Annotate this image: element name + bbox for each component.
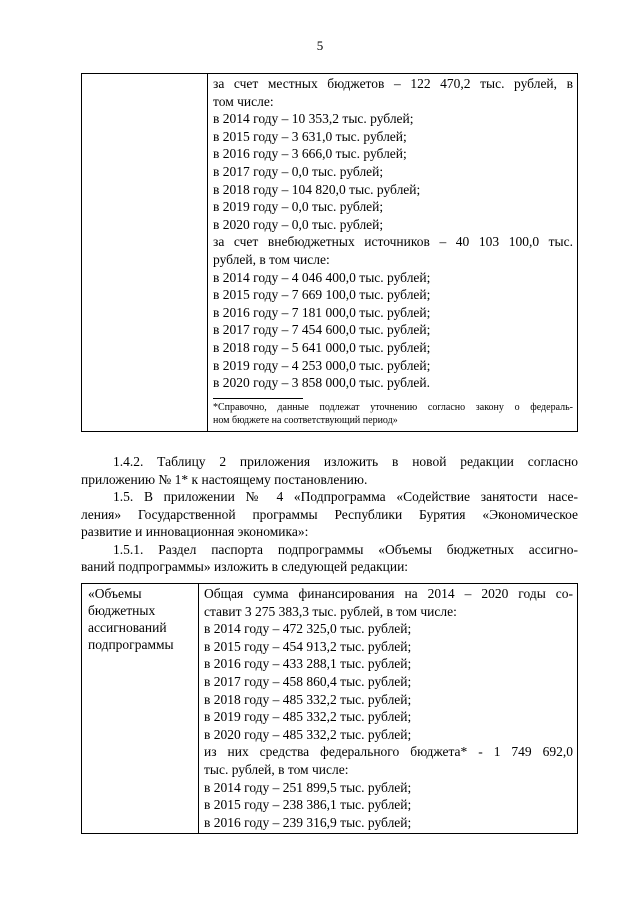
label-line: подпрограммы: [88, 637, 174, 652]
budget-line: в 2017 году – 0,0 тыс. рублей;: [213, 163, 384, 179]
label-line: бюджетных: [88, 603, 156, 618]
label-line: ассигнований: [88, 620, 167, 635]
budget-line: в 2017 году – 7 454 600,0 тыс. рублей;: [213, 322, 431, 338]
paragraph-line: ления» Государственной программы Республики Бурятия «Экономическое: [81, 506, 578, 522]
budget-line: том числе:: [213, 93, 274, 109]
body-text: [81, 453, 578, 576]
budget-line: в 2018 году – 5 641 000,0 тыс. рублей;: [213, 339, 431, 355]
budget-line: в 2019 году – 0,0 тыс. рублей;: [213, 199, 384, 215]
table-value-cell: [208, 74, 578, 432]
budget-line: в 2018 году – 485 332,2 тыс. рублей;: [204, 691, 412, 707]
budget-line: в 2014 году – 251 899,5 тыс. рублей;: [204, 779, 412, 795]
subprogram-budget-table: [81, 583, 578, 834]
budget-line: в 2020 году – 0,0 тыс. рублей;: [213, 216, 384, 232]
footnote-separator: [213, 398, 303, 399]
budget-line: в 2020 году – 485 332,2 тыс. рублей;: [204, 726, 412, 742]
budget-line: в 2014 году – 472 325,0 тыс. рублей;: [204, 621, 412, 637]
budget-line: в 2014 году – 4 046 400,0 тыс. рублей;: [213, 269, 431, 285]
paragraph-1-5: [81, 488, 578, 541]
budget-line: в 2015 году – 238 386,1 тыс. рублей;: [204, 797, 412, 813]
paragraph-line: 1.4.2. Таблицу 2 приложения изложить в новой редакции согласно: [113, 454, 578, 469]
table-label-cell: [82, 584, 199, 834]
budget-line: в 2018 году – 104 820,0 тыс. рублей;: [213, 181, 421, 197]
paragraph-line: 1.5.1. Раздел паспорта подпрограммы «Объемы бюджетных ассигно-: [113, 541, 578, 557]
paragraph-line: 1.5. В приложении № 4 «Подпрограмма «Содействие занятости насе-: [113, 489, 578, 504]
budget-line: ставит 3 275 383,3 тыс. рублей, в том числе:: [204, 603, 457, 619]
budget-line: рублей, в том числе:: [213, 251, 330, 267]
budget-line: за счет местных бюджетов – 122 470,2 тыс. рублей, в: [213, 76, 573, 91]
budget-line: в 2019 году – 4 253 000,0 тыс. рублей;: [213, 357, 431, 373]
budget-line: в 2020 году – 3 858 000,0 тыс. рублей.: [213, 375, 431, 391]
budget-line: Общая сумма финансирования на 2014 – 2020 годы со-: [204, 586, 573, 601]
paragraph-line: приложению № 1* к настоящему постановлению.: [81, 471, 368, 487]
paragraph-1-4-2: [81, 453, 578, 488]
table-label-cell: [82, 74, 208, 432]
label-line: «Объемы: [88, 586, 142, 601]
budget-line: в 2014 году – 10 353,2 тыс. рублей;: [213, 111, 414, 127]
footnote: [213, 401, 573, 429]
budget-line: в 2015 году – 7 669 100,0 тыс. рублей;: [213, 287, 431, 303]
budget-line: из них средства федерального бюджета* - 1 749 692,0: [204, 744, 573, 760]
budget-line: в 2016 году – 7 181 000,0 тыс. рублей;: [213, 304, 431, 320]
budget-line: в 2016 году – 3 666,0 тыс. рублей;: [213, 146, 407, 162]
budget-line: в 2016 году – 239 316,9 тыс. рублей;: [204, 814, 412, 830]
budget-line: тыс. рублей, в том числе:: [204, 761, 349, 777]
footnote-line: ном бюджете на соответствующий период»: [213, 414, 398, 426]
budget-table-continuation: [81, 73, 578, 432]
budget-line: в 2017 году – 458 860,4 тыс. рублей;: [204, 673, 412, 689]
paragraph-line: развитие и инновационная экономика»:: [81, 524, 309, 539]
budget-line: в 2016 году – 433 288,1 тыс. рублей;: [204, 656, 412, 672]
page-number: 5: [316, 38, 324, 53]
budget-line: в 2015 году – 454 913,2 тыс. рублей;: [204, 638, 412, 654]
footnote-line: *Справочно, данные подлежат уточнению согласно закону о федераль-: [213, 401, 573, 413]
paragraph-1-5-1: [81, 541, 578, 576]
budget-line: в 2019 году – 485 332,2 тыс. рублей;: [204, 709, 412, 725]
table-value-cell: [199, 584, 578, 834]
budget-line: в 2015 году – 3 631,0 тыс. рублей;: [213, 128, 407, 144]
table-row: [82, 584, 578, 834]
budget-line: за счет внебюджетных источников – 40 103 100,0 тыс.: [213, 234, 573, 250]
paragraph-line: ваний подпрограммы» изложить в следующей редакции:: [81, 559, 409, 574]
table-row: [82, 74, 578, 432]
